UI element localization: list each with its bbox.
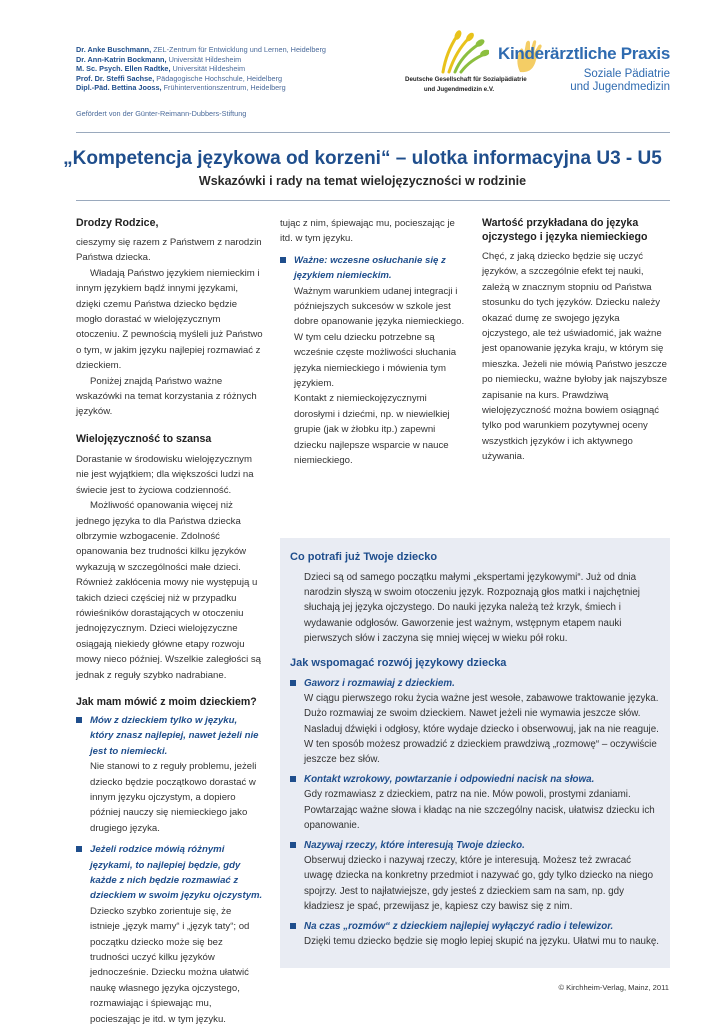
author-affiliation: Universität Hildesheim (168, 54, 242, 64)
author-line (76, 55, 396, 65)
tip-item (76, 842, 263, 1027)
support-item (290, 919, 660, 949)
tip-title: Mów z dzieckiem tylko w języku, który znasz najlepiej, nawet jeżeli nie jest to niemiecki. (90, 714, 259, 757)
author-affiliation: Frühinterventionszentrum, Heidelberg (163, 83, 286, 93)
support-item (290, 838, 660, 914)
author-name: Dr. Anke Buschmann, (76, 45, 152, 54)
abilities-paragraph: Dzieci są od samego początku małymi „ekspertami językowymi“. Już od dnia narodzin słyszą w swoim otoczeniu język. Rozpoznają głos matki i najchętniej słuchają jej języka ojczystego. Do nauki języka należą też krzyk, śmiech i wydawanie odgłosów. Gaworzenie jest ważnym, wstępnym etapem nauki pierwszych słów i zaczyna się mniej więcej w wieku pół roku. (304, 572, 640, 644)
author-line (76, 45, 396, 55)
top-divider (76, 132, 670, 133)
tip-text: Nie stanowi to z reguły problemu, jeżeli dziecko będzie początkowo dorastać w innym języku ojczystym, a dopiero później nauczy się niemieckiego jako drugiego języka. (90, 761, 257, 834)
author-name: Prof. Dr. Steffi Sachse, (76, 73, 155, 83)
author-affiliation: ZEL-Zentrum für Entwicklung und Lernen, Heidelberg (153, 45, 326, 54)
intro-paragraph-2: Poniżej znajdą Państwo ważne wskazówki na temat korzystania z różnych języków. (76, 375, 257, 418)
kinderarztliche-praxis-logo (498, 44, 670, 100)
author-name: Dipl.-Päd. Bettina Jooss, (76, 83, 162, 93)
support-item (290, 772, 660, 833)
chance-paragraph: Dorastanie w środowisku wielojęzycznym nie jest wyjątkiem; dla większości ludzi na świecie jest to życiowa codzienność. (76, 453, 254, 496)
kp-title: Kinderärztliche Praxis (498, 44, 670, 63)
dgspj-name-line1: Deutsche Gesellschaft für Sozialpädiatrie (405, 76, 527, 83)
section-heading-chance: Wielojęzyczność to szansa (76, 432, 212, 445)
kp-subtitle-2: und Jugendmedizin (570, 81, 670, 93)
support-item (290, 676, 660, 767)
info-box-content (290, 550, 660, 949)
dgspj-logo (405, 30, 527, 96)
tip-title: Jeżeli rodzice mówią różnymi językami, to najlepiej będzie, gdy każde z nich będzie rozmawiać z dzieckiem w swoim języku ojczystym. (90, 844, 263, 902)
support-item-text: Obserwuj dziecko i nazywaj rzeczy, które je interesują. Możesz też zwracać uwagę dziecka na konkretny przedmiot i nazywać go, gdy tylko dziecko na niego spojrzy. Jest to najłatwiejsze, gdy jesteś z dzieckiem sam na sam, np. gdy kładziesz je spać, przewijasz je, kąpiesz czy bawisz się z nim. (304, 855, 654, 912)
support-item-title: Nazywaj rzeczy, które interesują Twoje dziecko. (304, 840, 525, 852)
author-line (76, 74, 396, 84)
tip-item (280, 253, 467, 469)
title-divider (76, 200, 670, 201)
bullet-square-icon (290, 680, 296, 686)
value-paragraph: Chęć, z jaką dziecko będzie się uczyć języków, a szczególnie efekt tej nauki, zależą w znacznym stopniu od Państwa stosunku do tych języków. Dziecku należy okazać dumę ze swojego języka ojczystego, ale też uświadomić, jak ważne jest opanowanie języka kraju, w którym się mieszka. Jeżeli nie mówią Państwo jeszcze po niemiecku, ważne byłoby jak najszybsze zapisanie na kurs. Prawdziwą wielojęzyczność można bowiem osiągnąć tylko pod warunkiem pozytywnej oceny wszystkich języków i ich aktywnego używania. (482, 251, 668, 463)
bullet-square-icon (76, 846, 82, 852)
bullet-square-icon (290, 776, 296, 782)
author-name: M. Sc. Psych. Ellen Radtke, (76, 64, 171, 74)
tip-item (76, 713, 263, 836)
greeting-heading: Drodzy Rodzice, (76, 217, 159, 229)
support-item-title: Kontakt wzrokowy, powtarzanie i odpowiedni nacisk na słowa. (304, 774, 595, 786)
tip-text: Dziecko szybko zorientuje się, że istnieje „język mamy“ i „język taty“; od początku dziecko może się bez trudności uczyć kilku języków jednocześnie. Dziecku można ułatwić naukę własnego języka ojczystego, rozmawiając i śpiewając mu, pocieszając je itd. w tym języku. (90, 905, 250, 1025)
box-heading-abilities: Co potrafi już Twoje dziecko (290, 551, 438, 563)
kp-subtitle-1: Soziale Pädiatrie (583, 68, 670, 80)
author-affiliation: Universität Hildesheim (172, 64, 246, 74)
tip-title: Ważne: wczesne osłuchanie się z językiem niemieckim. (294, 254, 446, 282)
tip-text-2: Kontakt z niemieckojęzycznymi dorosłymi i dziećmi, np. w niewielkiej grupie (jak w żłobku itp.) zapewni dziecku najlepsze wsparcie w nauce niemieckiego. (294, 393, 450, 467)
intro-paragraph: Władają Państwo językiem niemieckim i innym językiem bądź innymi językami, dzięki czemu Państwa dziecko będzie mogło dorastać w wielojęzycznym otoczeniu. Z pewnością myśleli już Państwo o tym, w jakim języku najlepiej rozmawiać z dzieckiem. (76, 267, 263, 372)
support-item-title: Gaworz i rozmawiaj z dzieckiem. (304, 678, 455, 690)
bullet-square-icon (290, 842, 296, 848)
copyright-notice: © Kirchheim-Verlag, Mainz, 2011 (558, 983, 669, 992)
author-list (76, 45, 396, 93)
info-box (280, 538, 670, 968)
bullet-square-icon (290, 923, 296, 929)
bullet-square-icon (280, 257, 286, 263)
section-heading-how-to-talk: Jak mam mówić z moim dzieckiem? (76, 695, 257, 708)
support-item-text: Dzięki temu dziecko będzie się mogło lepiej skupić na języku. Ułatwi mu to naukę. (304, 936, 660, 948)
page-subtitle: Wskazówki i rady na temat wielojęzyczności w rodzinie (198, 174, 527, 188)
wheat-logo-icon (429, 30, 489, 74)
greeting-paragraph: cieszymy się razem z Państwem z narodzin Państwa dziecka. (76, 237, 262, 264)
author-line (76, 64, 396, 74)
page-title: „Kompetencja językowa od korzeni“ – ulotka informacyjna U3 - U5 (63, 148, 662, 169)
box-heading-support: Jak wspomagać rozwój językowy dziecka (290, 657, 507, 670)
support-item-title: Na czas „rozmów“ z dzieckiem najlepiej wyłączyć radio i telewizor. (304, 921, 614, 933)
author-affiliation: Pädagogische Hochschule, Heidelberg (156, 73, 283, 83)
dgspj-name-line2: und Jugendmedizin e.V. (423, 86, 495, 93)
middle-column (280, 216, 467, 469)
bullet-square-icon (76, 717, 82, 723)
sponsor-note: Gefördert von der Günter-Reimann-Dubbers-Stiftung (76, 109, 247, 118)
chance-paragraph-2: Możliwość opanowania więcej niż jednego języka to dla Państwa dziecka olbrzymie wzbogacenie. Zdolność opanowania bez trudności kilku języków wykazują w szczególności małe dzieci. Również zakłócenia mowy nie występują u takich dzieci częściej niż w przypadku rówieśników dorastających w otoczeniu jednojęzycznym. Dzieci wielojęzyczne osiągają niekiedy główne etapy rozwoju mowy nieco później. Wszelkie zaległości są jednak z reguły szybko nadrabiane. (76, 500, 262, 681)
continuation-text: tując z nim, śpiewając mu, pocieszając je itd. w tym języku. (280, 218, 455, 245)
section-heading-value: Wartość przykładana do języka ojczystego i języka niemieckiego (482, 217, 648, 243)
support-item-text: Gdy rozmawiasz z dzieckiem, patrz na nie. Mów powoli, prostymi zdaniami. Powtarzając ważne słowa i kładąc na nie szczególny nacisk, ułatwisz dziecku ich opanowanie. (304, 789, 655, 831)
support-item-text: W ciągu pierwszego roku życia ważne jest wesołe, zabawowe traktowanie języka. Dużo rozmawiaj ze swoim dzieckiem. Nawet jeżeli nie wymawia jeszcze słów. Nasladuj dźwięki i odgłosy, które wydaje dziecko i obserwowuj, jak na nie reaguje. W ten sposób możesz prowadzić z dzieckiem prawdziwą „rozmowę“ – oczywiście jeszcze bez słów. (304, 693, 659, 766)
right-column (482, 216, 670, 465)
author-line (76, 83, 396, 93)
left-column (76, 216, 263, 1027)
author-name: Dr. Ann-Katrin Bockmann, (76, 54, 167, 64)
tip-text: Ważnym warunkiem udanej integracji i późniejszych sukcesów w szkole jest dobre opanowanie języka niemieckiego. W tym celu dziecku potrzebne są wcześnie częste możliwości słuchania języka niemieckiego i mówienia tym językiem. (294, 285, 465, 390)
